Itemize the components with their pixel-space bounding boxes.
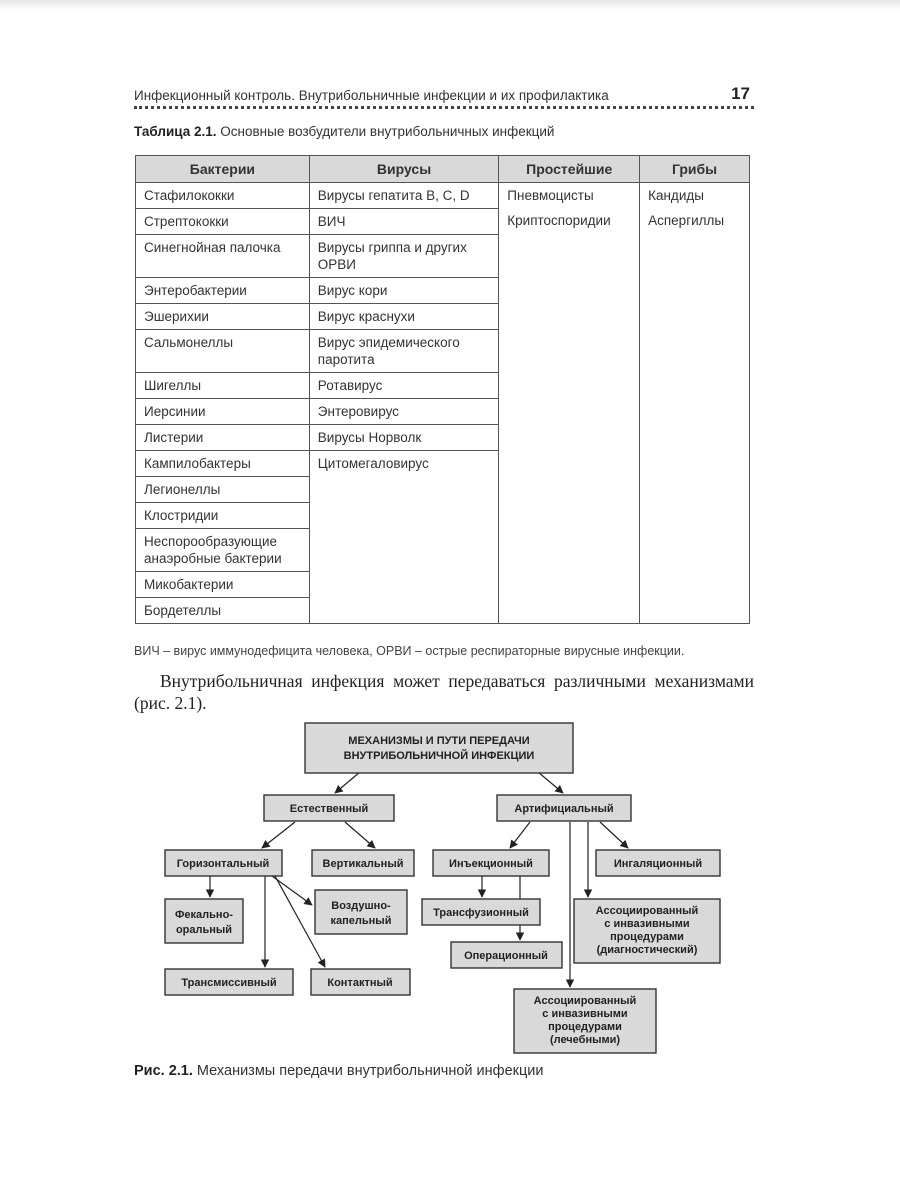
cell-bacteria: Клостридии bbox=[136, 503, 310, 529]
column-header: Вирусы bbox=[309, 156, 498, 183]
therapeutic-label-2: с инвазивными bbox=[542, 1008, 628, 1020]
arrow-artificial-injection bbox=[510, 822, 530, 848]
fecal-oral-label-2: оральный bbox=[175, 924, 233, 936]
airborne-label-1: Воздушно- bbox=[331, 900, 391, 912]
cell-bacteria: Бордетеллы bbox=[136, 598, 310, 624]
diagnostic-label-1: Ассоциированный bbox=[595, 905, 699, 917]
cell-bacteria: Иерсинии bbox=[136, 399, 310, 425]
node-fecal-oral bbox=[165, 899, 243, 943]
cell-bacteria: Легионеллы bbox=[136, 477, 310, 503]
therapeutic-label-4: (лечебными) bbox=[549, 1034, 621, 1046]
node-airborne bbox=[315, 890, 407, 934]
running-title: Инфекционный контроль. Внутрибольничные инфекции и их профилактика bbox=[134, 88, 609, 103]
horizontal-label: Горизонтальный bbox=[176, 858, 270, 870]
fecal-oral-label-1: Фекально- bbox=[175, 909, 233, 921]
cell-bacteria: Листерии bbox=[136, 425, 310, 451]
vertical-label: Вертикальный bbox=[322, 858, 404, 870]
column-header: Грибы bbox=[640, 156, 750, 183]
cell-bacteria: Микобактерии bbox=[136, 572, 310, 598]
cell-bacteria: Стрептококки bbox=[136, 209, 310, 235]
figure-caption bbox=[134, 1063, 544, 1079]
therapeutic-label-3: процедурами bbox=[548, 1021, 622, 1033]
inhalation-label: Ингаляционный bbox=[613, 858, 703, 870]
airborne-label-2: капельный bbox=[330, 915, 392, 927]
cell-bacteria: Неспорообразующие анаэробные бактерии bbox=[136, 529, 310, 572]
injection-label: Инъекционный bbox=[449, 858, 533, 870]
diagnostic-label-2: с инвазивными bbox=[604, 918, 690, 930]
table-caption-label: Таблица 2.1. bbox=[134, 124, 217, 139]
column-header: Бактерии bbox=[136, 156, 310, 183]
transfusion-label: Трансфузионный bbox=[433, 907, 529, 919]
cell-virus: Энтеровирус bbox=[309, 399, 498, 425]
contact-label: Контактный bbox=[327, 977, 393, 989]
body-paragraph: Внутрибольничная инфекция может передаваться различными механизмами (рис. 2.1). bbox=[134, 671, 754, 713]
cell-bacteria: Кампилобактеры bbox=[136, 451, 310, 477]
cell-bacteria: Эшерихии bbox=[136, 304, 310, 330]
cell-bacteria: Сальмонеллы bbox=[136, 330, 310, 373]
fungi-item: Аспергиллы bbox=[648, 213, 725, 228]
arrow-natural-vertical bbox=[345, 822, 375, 848]
cell-virus: Вирусы гриппа и других ОРВИ bbox=[309, 235, 498, 278]
cell-virus: Цитомегаловирус bbox=[309, 451, 498, 624]
page-number: 17 bbox=[731, 84, 750, 103]
therapeutic-label-1: Ассоциированный bbox=[533, 995, 637, 1007]
natural-label: Естественный bbox=[289, 803, 369, 815]
cell-virus: Вирусы Норволк bbox=[309, 425, 498, 451]
cell-virus: Вирус эпидемического паротита bbox=[309, 330, 498, 373]
figure-caption-label: Рис. 2.1. bbox=[134, 1063, 193, 1079]
cell-bacteria: Энтеробактерии bbox=[136, 278, 310, 304]
arrow-root-natural bbox=[335, 772, 360, 793]
figure-caption-text: Механизмы передачи внутрибольничной инфекции bbox=[192, 1063, 544, 1079]
artificial-label: Артифициальный bbox=[514, 803, 614, 815]
diagnostic-label-3: процедурами bbox=[610, 931, 684, 943]
diagnostic-label-4: (диагностический) bbox=[596, 944, 698, 956]
root-label-line2: ВНУТРИБОЛЬНИЧНОЙ ИНФЕКЦИИ bbox=[343, 750, 535, 762]
node-root bbox=[305, 723, 573, 773]
cell-virus: Вирусы гепатита B, C, D bbox=[309, 183, 498, 209]
operational-label: Операционный bbox=[464, 950, 548, 962]
root-label-line1: МЕХАНИЗМЫ И ПУТИ ПЕРЕДАЧИ bbox=[348, 735, 530, 747]
cell-virus: ВИЧ bbox=[309, 209, 498, 235]
protozoa-item: Пневмоцисты bbox=[507, 188, 594, 203]
cell-virus: Вирус кори bbox=[309, 278, 498, 304]
cell-virus: Ротавирус bbox=[309, 373, 498, 399]
cell-bacteria: Синегнойная палочка bbox=[136, 235, 310, 278]
table-footnote: ВИЧ – вирус иммунодефицита человека, ОРВИ – острые респираторные вирусные инфекции. bbox=[134, 644, 685, 658]
arrow-root-artificial bbox=[538, 772, 563, 793]
arrow-artificial-inhalation bbox=[600, 822, 628, 848]
protozoa-item: Криптоспоридии bbox=[507, 213, 611, 228]
column-header: Простейшие bbox=[499, 156, 640, 183]
table-caption-text: Основные возбудители внутрибольничных инфекций bbox=[216, 124, 555, 139]
cell-virus: Вирус краснухи bbox=[309, 304, 498, 330]
arrow-natural-horizontal bbox=[262, 822, 295, 848]
transmissive-label: Трансмиссивный bbox=[181, 977, 277, 989]
cell-bacteria: Стафилококки bbox=[136, 183, 310, 209]
cell-bacteria: Шигеллы bbox=[136, 373, 310, 399]
fungi-item: Кандиды bbox=[648, 188, 704, 203]
